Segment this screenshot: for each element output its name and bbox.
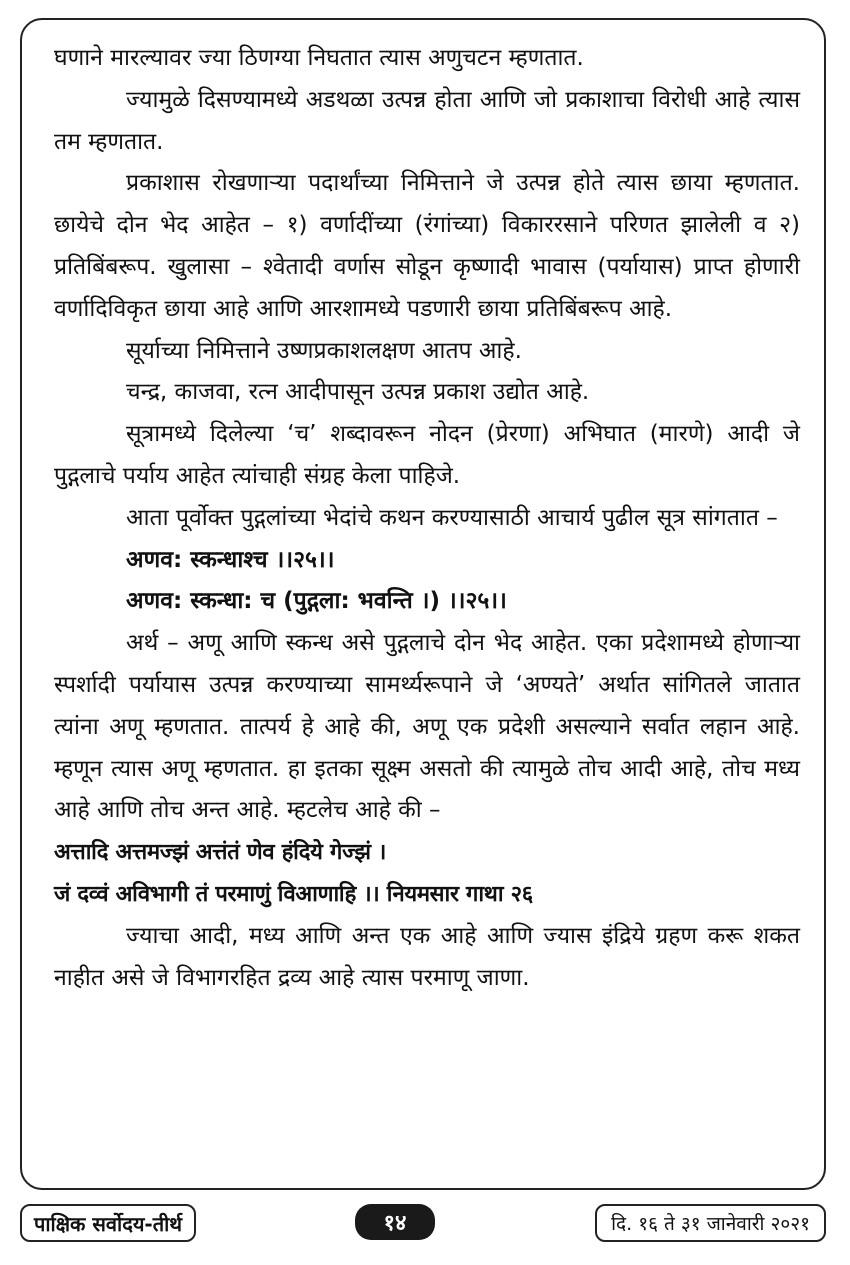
paragraph-sutra-intro: आता पूर्वोक्त पुद्गलांच्या भेदांचे कथन करण्यासाठी आचार्य पुढील सूत्र सांगतात –	[126, 504, 778, 531]
paragraph-aatap: सूर्याच्या निमित्ताने उष्णप्रकाशलक्षण आतप आहे.	[126, 337, 522, 364]
paragraph-chhaya: प्रकाशास रोखणाऱ्या पदार्थांच्या निमित्ताने जे उत्पन्न होते त्यास छाया म्हणतात. छायेचे दोन भेद आहेत – १) वर्णादींच्या (रंगांच्या) विकाररसाने परिणत झालेली व २) प्रतिबिंबरूप. खुलासा – श्वेतादी वर्णास सोडून कृष्णादी भावास (पर्यायास) प्राप्त होणारी वर्णादिविकृत छाया आहे आणि आरशामध्ये पडणारी छाया प्रतिबिंबरूप आहे.	[54, 170, 800, 322]
footer-date: दि. १६ ते ३१ जानेवारी २०२१	[595, 1204, 826, 1242]
paragraph-cha-shabda: सूत्रामध्ये दिलेल्या ‘च’ शब्दावरून नोदन (प्रेरणा) अभिघात (मारणे) आदी जे पुद्गलाचे पर्याय आहेत त्यांचाही संग्रह केला पाहिजे.	[54, 421, 800, 489]
footer-publication: पाक्षिक सर्वोदय-तीर्थ	[20, 1204, 196, 1242]
footer-page-number: १४	[355, 1204, 435, 1240]
paragraph-tam: ज्यामुळे दिसण्यामध्ये अडथळा उत्पन्न होता आणि जो प्रकाशाचा विरोधी आहे त्यास तम म्हणतात.	[54, 86, 800, 155]
page-body	[54, 38, 800, 999]
paragraph-closing: ज्याचा आदी, मध्य आणि अन्त एक आहे आणि ज्यास इंद्रिये ग्रहण करू शकत नाहीत असे जे विभागरहित द्रव्य आहे त्यास परमाणू जाणा.	[54, 922, 800, 991]
sutra-original: अणव: स्कन्धाश्च ।।२५।।	[126, 546, 335, 573]
paragraph-meaning: अर्थ – अणू आणि स्कन्ध असे पुद्गलाचे दोन भेद आहेत. एका प्रदेशामध्ये होणाऱ्या स्पर्शादी पर्यायास उत्पन्न करण्याच्या सामर्थ्यरूपाने जे ‘अण्यते’ अर्थात सांगितले जातात त्यांना अणू म्हणतात. तात्पर्य हे आहे की, अणू एक प्रदेशी असल्याने सर्वात लहान आहे. म्हणून त्यास अणू म्हणतात. हा इतका सूक्ष्म असतो की त्यामुळे तोच आदी आहे, तोच मध्य आहे आणि तोच अन्त आहे. म्हटलेच आहे की –	[54, 630, 800, 824]
paragraph-udyot: चन्द्र, काजवा, रत्न आदीपासून उत्पन्न प्रकाश उद्योत आहे.	[126, 379, 590, 406]
gatha-line-1: अत्तादि अत्तमज्झं अत्तंतं णेव हंदिये गेज्झं ।	[54, 840, 387, 866]
sutra-expanded: अणव: स्कन्धा: च (पुद्गला: भवन्ति ।) ।।२५।।	[126, 588, 507, 615]
gatha-line-2: जं दव्वं अविभागी तं परमाणुं विआणाहि ।। नियमसार गाथा २६	[54, 881, 533, 907]
paragraph-anuchatan: घणाने मारल्यावर ज्या ठिणग्या निघतात त्यास अणुचटन म्हणतात.	[54, 45, 584, 71]
